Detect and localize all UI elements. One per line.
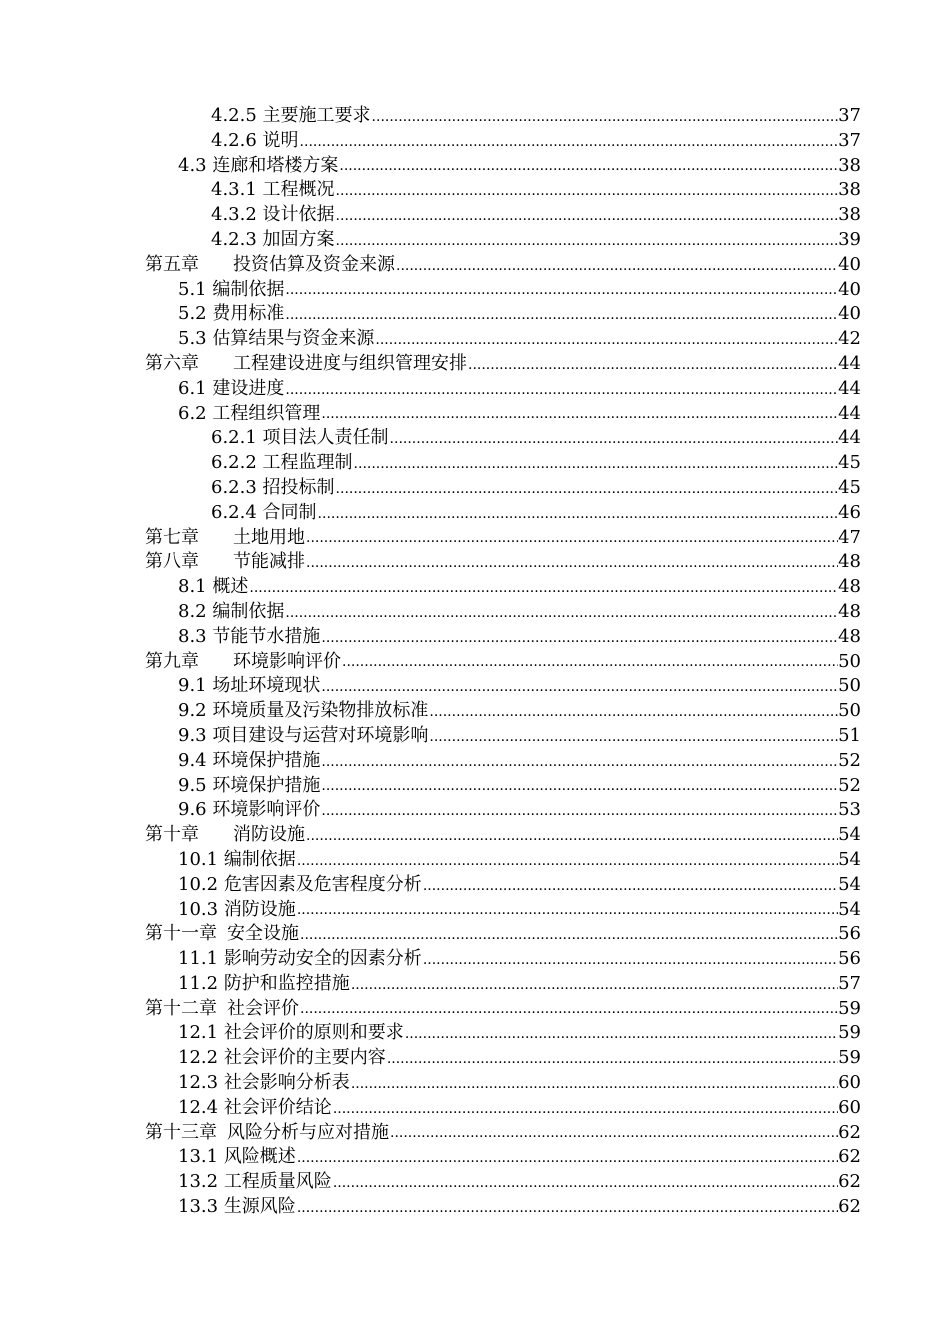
toc-dot-leader — [354, 454, 839, 476]
toc-entry-number: 8.1 — [178, 576, 207, 598]
toc-entry-title: 招投标制 — [262, 476, 335, 498]
toc-page-number: 56 — [838, 948, 861, 970]
toc-entry-label — [211, 426, 390, 451]
toc-entry-number: 第九章 — [145, 650, 199, 672]
toc-section-entry[interactable] — [178, 1170, 861, 1195]
toc-entry-title: 生源风险 — [223, 1196, 296, 1218]
toc-entry-label — [178, 278, 285, 303]
toc-dot-leader — [375, 330, 838, 352]
toc-dot-leader — [396, 256, 838, 278]
toc-dot-leader — [285, 305, 838, 327]
toc-subsection-entry[interactable] — [211, 501, 861, 526]
toc-page-number: 54 — [838, 848, 861, 870]
toc-entry-number: 第十章 — [145, 824, 199, 846]
toc-entry-label — [178, 947, 423, 972]
toc-entry-title: 风险概述 — [223, 1146, 296, 1168]
toc-entry-number: 9.6 — [178, 799, 207, 821]
toc-entry-number: 第十二章 — [145, 997, 217, 1019]
toc-page-number: 38 — [838, 204, 861, 226]
toc-dot-leader — [321, 752, 838, 774]
toc-entry-number: 6.2.3 — [211, 476, 257, 498]
toc-page-number: 48 — [838, 625, 861, 647]
toc-entry-label — [178, 402, 321, 427]
toc-page-number: 44 — [838, 427, 861, 449]
toc-dot-leader — [351, 1074, 838, 1096]
toc-entry-label — [178, 1145, 297, 1170]
toc-dot-leader — [429, 702, 838, 724]
toc-entry-label — [178, 898, 297, 923]
toc-entry-label — [211, 451, 354, 476]
toc-entry-number: 11.2 — [178, 972, 219, 994]
toc-entry-number: 第七章 — [145, 526, 199, 548]
toc-page-number: 48 — [838, 551, 861, 573]
toc-entry-title: 工程质量风险 — [223, 1171, 332, 1193]
toc-entry-number: 9.5 — [178, 774, 207, 796]
toc-section-entry[interactable] — [178, 278, 861, 303]
toc-page-number: 40 — [838, 253, 861, 275]
toc-entry-number: 第六章 — [145, 352, 199, 374]
toc-entry-title: 社会评价 — [227, 997, 299, 1019]
toc-section-entry[interactable] — [178, 154, 861, 179]
toc-page-number: 60 — [838, 1072, 861, 1094]
toc-entry-number: 13.3 — [178, 1196, 219, 1218]
toc-dot-leader — [339, 156, 838, 178]
toc-entry-label — [178, 327, 375, 352]
toc-entry-label — [145, 550, 306, 575]
toc-entry-title: 建设进度 — [212, 377, 285, 399]
toc-dot-leader — [306, 826, 838, 848]
toc-dot-leader — [318, 504, 839, 526]
toc-entry-title: 说明 — [262, 129, 299, 151]
toc-entry-label — [178, 302, 285, 327]
toc-entry-label — [178, 873, 423, 898]
toc-dot-leader — [336, 231, 839, 253]
toc-section-entry[interactable] — [178, 873, 861, 898]
toc-entry-number: 12.1 — [178, 1022, 219, 1044]
toc-entry-label — [178, 1021, 405, 1046]
toc-page-number: 53 — [838, 799, 861, 821]
toc-entry-label — [178, 848, 297, 873]
toc-page-number: 50 — [838, 700, 861, 722]
toc-page-number: 40 — [838, 278, 861, 300]
toc-section-entry[interactable] — [178, 798, 861, 823]
toc-subsection-entry[interactable] — [211, 129, 861, 154]
toc-chapter-entry[interactable] — [145, 650, 861, 675]
toc-entry-number: 13.1 — [178, 1146, 219, 1168]
toc-entry-label — [211, 228, 336, 253]
toc-page-number: 50 — [838, 650, 861, 672]
toc-entry-label — [211, 104, 372, 129]
toc-entry-number: 第五章 — [145, 253, 199, 275]
toc-entry-title: 设计依据 — [262, 204, 335, 226]
toc-entry-number: 6.2 — [178, 402, 207, 424]
toc-entry-title: 工程组织管理 — [212, 402, 321, 424]
toc-dot-leader — [285, 280, 838, 302]
toc-chapter-entry[interactable] — [145, 997, 861, 1022]
toc-dot-leader — [300, 925, 838, 947]
toc-dot-leader — [321, 776, 838, 798]
toc-dot-leader — [321, 404, 838, 426]
toc-page-number: 39 — [838, 228, 861, 250]
toc-page-number: 59 — [838, 1022, 861, 1044]
toc-entry-number: 8.3 — [178, 625, 207, 647]
toc-entry-number: 5.2 — [178, 303, 207, 325]
toc-section-entry[interactable] — [178, 302, 861, 327]
toc-section-entry[interactable] — [178, 947, 861, 972]
toc-entry-title: 投资估算及资金来源 — [233, 253, 395, 275]
toc-page-number: 62 — [838, 1196, 861, 1218]
toc-page-number: 52 — [838, 774, 861, 796]
toc-page-number: 54 — [838, 898, 861, 920]
toc-dot-leader — [285, 603, 838, 625]
toc-entry-title: 工程建设进度与组织管理安排 — [233, 352, 467, 374]
toc-entry-label — [178, 724, 429, 749]
toc-entry-title: 费用标准 — [212, 303, 285, 325]
toc-page-number: 52 — [838, 749, 861, 771]
toc-entry-title: 消防设施 — [223, 898, 296, 920]
toc-page-number: 51 — [838, 724, 861, 746]
toc-entry-title: 主要施工要求 — [262, 105, 371, 126]
toc-entry-title: 编制依据 — [223, 848, 296, 870]
toc-entry-label — [178, 575, 249, 600]
toc-chapter-entry[interactable] — [145, 550, 861, 575]
toc-section-entry[interactable] — [178, 972, 861, 997]
toc-dot-leader — [297, 900, 838, 922]
toc-chapter-entry[interactable] — [145, 1121, 861, 1146]
toc-dot-leader — [342, 652, 838, 674]
toc-chapter-entry[interactable] — [145, 823, 861, 848]
toc-page-number: 56 — [838, 923, 861, 945]
toc-entry-number: 10.1 — [178, 848, 219, 870]
toc-entry-title: 消防设施 — [233, 824, 305, 846]
toc-entry-title: 加固方案 — [262, 228, 335, 250]
toc-entry-title: 社会影响分析表 — [223, 1072, 350, 1094]
toc-dot-leader — [336, 479, 839, 501]
toc-section-entry[interactable] — [178, 1021, 861, 1046]
toc-entry-title: 连廊和塔楼方案 — [212, 154, 339, 176]
toc-dot-leader — [333, 1099, 838, 1121]
toc-dot-leader — [306, 553, 838, 575]
toc-dot-leader — [390, 1123, 838, 1145]
toc-section-entry[interactable] — [178, 898, 861, 923]
toc-entry-number: 9.1 — [178, 675, 207, 697]
toc-entry-number: 4.3 — [178, 154, 207, 176]
toc-dot-leader — [333, 1173, 838, 1195]
toc-page-number: 57 — [838, 972, 861, 994]
toc-dot-leader — [297, 851, 838, 873]
toc-entry-title: 合同制 — [262, 501, 317, 523]
toc-entry-label — [178, 798, 321, 823]
toc-entry-number: 8.2 — [178, 600, 207, 622]
toc-section-entry[interactable] — [178, 1071, 861, 1096]
toc-page-number: 54 — [838, 824, 861, 846]
toc-page-number: 40 — [838, 303, 861, 325]
toc-page-number: 47 — [838, 526, 861, 548]
toc-entry-number: 6.2.4 — [211, 501, 257, 523]
toc-entry-label — [145, 997, 300, 1022]
toc-entry-number: 第八章 — [145, 551, 199, 573]
toc-dot-leader — [321, 677, 838, 699]
toc-entry-number: 第十一章 — [145, 923, 217, 945]
toc-entry-number: 4.2.5 — [211, 105, 257, 126]
toc-entry-label — [145, 922, 300, 947]
toc-page-number: 62 — [838, 1121, 861, 1143]
toc-page-number: 38 — [838, 154, 861, 176]
toc-page-number: 42 — [838, 328, 861, 350]
toc-dot-leader — [387, 1049, 838, 1071]
toc-entry-label — [178, 972, 351, 997]
toc-entry-number: 5.3 — [178, 328, 207, 350]
toc-section-entry[interactable] — [178, 1145, 861, 1170]
toc-entry-label — [178, 1170, 333, 1195]
toc-entry-title: 工程概况 — [262, 179, 335, 201]
toc-page-number: 44 — [838, 402, 861, 424]
toc-subsection-entry[interactable] — [211, 476, 861, 501]
toc-page-number: 37 — [838, 129, 861, 151]
toc-section-entry[interactable] — [178, 1096, 861, 1121]
toc-entry-label — [211, 129, 300, 154]
toc-dot-leader — [285, 380, 838, 402]
toc-entry-title: 编制依据 — [212, 600, 285, 622]
toc-page-number: 54 — [838, 873, 861, 895]
toc-entry-title: 场址环境现状 — [212, 675, 321, 697]
toc-page-number: 38 — [838, 179, 861, 201]
toc-entry-title: 项目建设与运营对环境影响 — [212, 724, 429, 746]
toc-dot-leader — [423, 950, 838, 972]
toc-page-number: 46 — [838, 501, 861, 523]
toc-entry-title: 环境影响评价 — [212, 799, 321, 821]
toc-entry-title: 环境质量及污染物排放标准 — [212, 700, 429, 722]
toc-entry-label — [145, 526, 306, 551]
toc-dot-leader — [300, 132, 839, 154]
toc-page-number: 59 — [838, 1047, 861, 1069]
toc-section-entry[interactable] — [178, 699, 861, 724]
toc-subsection-entry[interactable] — [211, 104, 861, 129]
toc-entry-number: 9.3 — [178, 724, 207, 746]
toc-entry-number: 4.3.1 — [211, 179, 257, 201]
toc-entry-label — [178, 1071, 351, 1096]
toc-page-number: 44 — [838, 377, 861, 399]
toc-section-entry[interactable] — [178, 774, 861, 799]
toc-dot-leader — [297, 1148, 838, 1170]
toc-section-entry[interactable] — [178, 724, 861, 749]
toc-page-number: 48 — [838, 576, 861, 598]
toc-section-entry[interactable] — [178, 600, 861, 625]
toc-entry-label — [178, 774, 321, 799]
toc-entry-number: 第十三章 — [145, 1121, 217, 1143]
toc-entry-number: 6.2.2 — [211, 452, 257, 474]
toc-entry-title: 概述 — [212, 576, 249, 598]
toc-section-entry[interactable] — [178, 575, 861, 600]
toc-subsection-entry[interactable] — [211, 228, 861, 253]
toc-entry-title: 危害因素及危害程度分析 — [223, 873, 422, 895]
toc-page-number: 37 — [838, 105, 861, 126]
toc-entry-label — [178, 1195, 297, 1220]
toc-dot-leader — [321, 628, 838, 650]
toc-entry-title: 环境影响评价 — [233, 650, 341, 672]
toc-section-entry[interactable] — [178, 402, 861, 427]
toc-page-number: 62 — [838, 1146, 861, 1168]
toc-section-entry[interactable] — [178, 1195, 861, 1220]
toc-entry-number: 12.3 — [178, 1072, 219, 1094]
toc-entry-number: 5.1 — [178, 278, 207, 300]
toc-section-entry[interactable] — [178, 848, 861, 873]
toc-dot-leader — [405, 1024, 838, 1046]
toc-entry-number: 10.3 — [178, 898, 219, 920]
toc-entry-label — [178, 1046, 387, 1071]
toc-entry-label — [211, 501, 318, 526]
toc-entry-label — [178, 600, 285, 625]
toc-entry-label — [211, 178, 336, 203]
toc-page-number: 50 — [838, 675, 861, 697]
toc-entry-title: 环境保护措施 — [212, 749, 321, 771]
toc-entry-label — [145, 823, 306, 848]
toc-page-number: 44 — [838, 352, 861, 374]
toc-dot-leader — [300, 999, 838, 1021]
toc-subsection-entry[interactable] — [211, 178, 861, 203]
toc-dot-leader — [351, 975, 838, 997]
toc-entry-title: 风险分析与应对措施 — [227, 1121, 389, 1143]
toc-entry-number: 6.1 — [178, 377, 207, 399]
toc-entry-label — [211, 476, 336, 501]
toc-entry-title: 编制依据 — [212, 278, 285, 300]
toc-section-entry[interactable] — [178, 1046, 861, 1071]
toc-entry-title: 影响劳动安全的因素分析 — [223, 948, 422, 970]
toc-entry-label — [178, 674, 321, 699]
toc-entry-label — [178, 377, 285, 402]
toc-chapter-entry[interactable] — [145, 526, 861, 551]
toc-entry-label — [178, 625, 321, 650]
toc-entry-label — [145, 1121, 390, 1146]
toc-entry-title: 安全设施 — [227, 923, 299, 945]
toc-entry-number: 4.3.2 — [211, 204, 257, 226]
toc-section-entry[interactable] — [178, 377, 861, 402]
toc-dot-leader — [390, 429, 839, 451]
toc-dot-leader — [297, 1198, 838, 1220]
toc-subsection-entry[interactable] — [211, 426, 861, 451]
toc-entry-label — [211, 203, 336, 228]
toc-entry-number: 12.2 — [178, 1047, 219, 1069]
toc-entry-title: 社会评价的原则和要求 — [223, 1022, 404, 1044]
toc-entry-label — [178, 154, 339, 179]
toc-dot-leader — [321, 801, 838, 823]
toc-entry-number: 12.4 — [178, 1096, 219, 1118]
toc-entry-label — [145, 352, 468, 377]
toc-entry-title: 社会评价结论 — [223, 1096, 332, 1118]
toc-page-number: 62 — [838, 1171, 861, 1193]
toc-section-entry[interactable] — [178, 674, 861, 699]
toc-page-number: 48 — [838, 600, 861, 622]
toc-entry-title: 社会评价的主要内容 — [223, 1047, 386, 1069]
toc-entry-number: 4.2.3 — [211, 228, 257, 250]
toc-entry-number: 9.2 — [178, 700, 207, 722]
toc-chapter-entry[interactable] — [145, 352, 861, 377]
toc-dot-leader — [423, 876, 838, 898]
toc-entry-title: 节能减排 — [233, 551, 305, 573]
toc-dot-leader — [468, 355, 838, 377]
toc-dot-leader — [372, 107, 839, 129]
toc-entry-title: 项目法人责任制 — [262, 427, 389, 449]
toc-entry-number: 9.4 — [178, 749, 207, 771]
toc-page-number: 60 — [838, 1096, 861, 1118]
toc-page-number: 59 — [838, 997, 861, 1019]
toc-page-number: 45 — [838, 476, 861, 498]
toc-section-entry[interactable] — [178, 327, 861, 352]
toc-entry-label — [178, 749, 321, 774]
toc-dot-leader — [306, 528, 838, 550]
toc-entry-label — [178, 699, 429, 724]
toc-dot-leader — [336, 181, 839, 203]
toc-page-number: 45 — [838, 452, 861, 474]
toc-entry-title: 节能节水措施 — [212, 625, 321, 647]
toc-entry-number: 10.2 — [178, 873, 219, 895]
toc-entry-title: 估算结果与资金来源 — [212, 328, 375, 350]
toc-entry-title: 土地用地 — [233, 526, 305, 548]
table-of-contents — [0, 104, 950, 1220]
toc-entry-number: 11.1 — [178, 948, 219, 970]
toc-chapter-entry[interactable] — [145, 922, 861, 947]
toc-section-entry[interactable] — [178, 625, 861, 650]
toc-entry-number: 4.2.6 — [211, 129, 257, 151]
toc-dot-leader — [249, 578, 838, 600]
toc-dot-leader — [336, 206, 839, 228]
toc-entry-title: 防护和监控措施 — [223, 972, 350, 994]
toc-entry-number: 13.2 — [178, 1171, 219, 1193]
toc-chapter-entry[interactable] — [145, 253, 861, 278]
toc-entry-label — [178, 1096, 333, 1121]
toc-entry-title: 环境保护措施 — [212, 774, 321, 796]
toc-subsection-entry[interactable] — [211, 451, 861, 476]
toc-entry-label — [145, 650, 342, 675]
toc-subsection-entry[interactable] — [211, 203, 861, 228]
toc-entry-title: 工程监理制 — [262, 452, 353, 474]
toc-entry-label — [145, 253, 396, 278]
toc-dot-leader — [429, 727, 838, 749]
toc-entry-number: 6.2.1 — [211, 427, 257, 449]
toc-section-entry[interactable] — [178, 749, 861, 774]
